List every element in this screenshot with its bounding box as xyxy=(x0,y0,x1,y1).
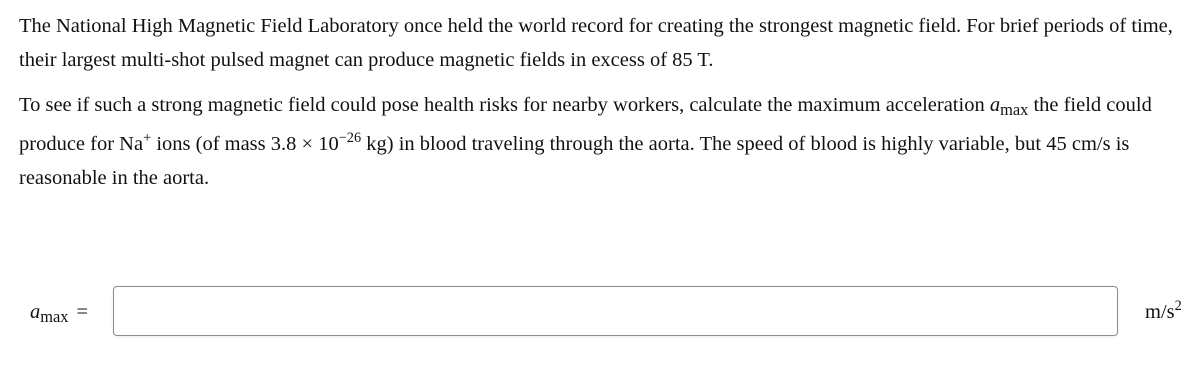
equals-sign: = xyxy=(76,301,89,323)
ion-charge-superscript: + xyxy=(143,130,152,147)
mass-exponent-superscript: −26 xyxy=(338,130,362,147)
problem-statement xyxy=(19,9,1184,195)
paragraph-2-text-2: the field could produce for Na xyxy=(19,94,1152,156)
acceleration-symbol xyxy=(989,94,1029,120)
unit-base: m/s xyxy=(1145,301,1175,323)
acceleration-symbol-subscript: max xyxy=(1000,100,1029,120)
paragraph-2-text-4: kg) in blood traveling through the aorta. The speed of blood is highly variable, but 45 cm/s is reasonable in the aorta. xyxy=(19,133,1130,190)
paragraph-2-text-1: To see if such a strong magnetic field could pose health risks for nearby workers, calculate the maximum acceleration xyxy=(19,94,990,116)
answer-symbol xyxy=(30,301,69,327)
paragraph-2-text-3: ions (of mass 3.8 × 10 xyxy=(151,133,339,156)
answer-symbol-letter: a xyxy=(30,301,41,323)
answer-unit xyxy=(1145,299,1182,325)
answer-label xyxy=(30,299,88,330)
answer-row xyxy=(0,286,1200,338)
answer-symbol-subscript: max xyxy=(40,307,69,327)
answer-input[interactable] xyxy=(113,286,1118,336)
unit-exponent: 2 xyxy=(1174,298,1182,315)
acceleration-symbol-letter: a xyxy=(989,94,1001,116)
problem-paragraph-2 xyxy=(19,88,1184,195)
problem-paragraph-1: The National High Magnetic Field Laboratory once held the world record for creating the strongest magnetic field. For brief periods of time, their largest multi-shot pulsed magnet can produce magnetic fields in excess of 85 T. xyxy=(19,15,1173,71)
